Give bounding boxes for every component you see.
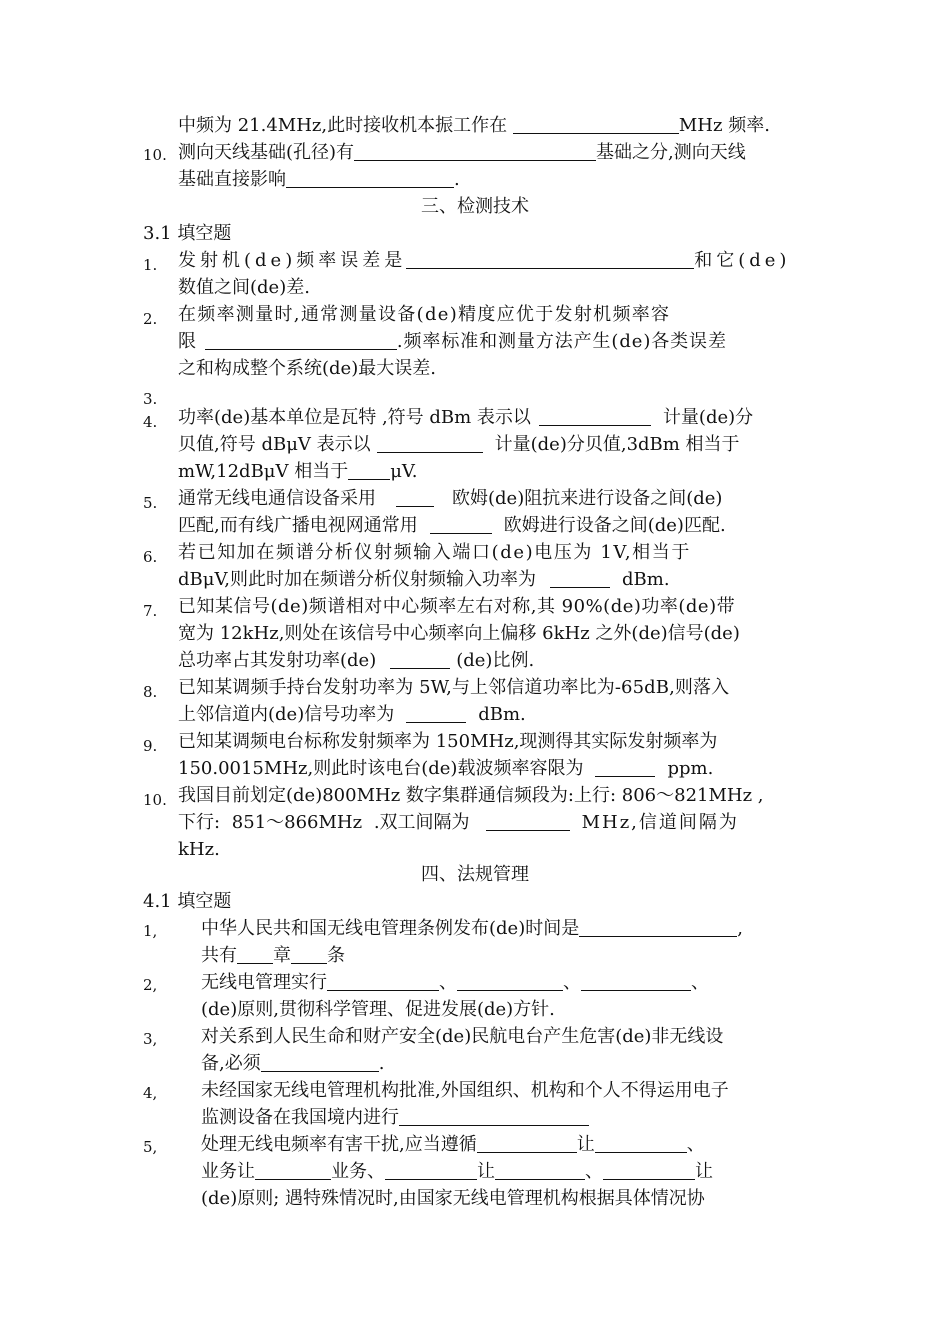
fill-blank[interactable] bbox=[477, 1132, 577, 1153]
fill-blank[interactable] bbox=[255, 1159, 331, 1180]
line bbox=[178, 405, 808, 432]
line bbox=[201, 1105, 808, 1132]
line bbox=[178, 113, 808, 140]
fill-blank[interactable] bbox=[495, 1159, 585, 1180]
line bbox=[201, 1159, 808, 1186]
text: , bbox=[737, 918, 743, 939]
line: 已知某调频手持台发射功率为 5W,与上邻信道功率比为-65dB,则落入 bbox=[178, 677, 730, 698]
line bbox=[178, 702, 808, 729]
fill-blank[interactable] bbox=[539, 405, 651, 426]
text: 让 bbox=[695, 1161, 713, 1182]
line: 在频率测量时,通常测量设备(de)精度应优于发射机频率容 bbox=[178, 304, 671, 325]
fill-blank[interactable] bbox=[406, 248, 694, 269]
fill-blank[interactable] bbox=[286, 167, 454, 188]
question-number: 1, bbox=[143, 922, 158, 940]
text: 限 bbox=[178, 331, 197, 352]
text: 上邻信道内(de)信号功率为 bbox=[178, 704, 395, 725]
question-number: 5, bbox=[143, 1138, 158, 1156]
fill-blank[interactable] bbox=[354, 140, 596, 161]
fill-blank[interactable] bbox=[486, 810, 570, 831]
question-number: 10. bbox=[143, 791, 167, 809]
fill-blank[interactable] bbox=[377, 432, 483, 453]
line bbox=[178, 756, 808, 783]
line bbox=[178, 567, 808, 594]
fill-blank[interactable] bbox=[261, 1051, 379, 1072]
fill-blank[interactable] bbox=[385, 1159, 477, 1180]
text: MHz 频率. bbox=[678, 115, 770, 136]
question-number: 4, bbox=[143, 1084, 158, 1102]
fill-blank[interactable] bbox=[399, 1105, 589, 1126]
subsection-title: 4.1 填空题 bbox=[143, 891, 232, 912]
fill-blank[interactable] bbox=[406, 702, 466, 723]
text: 让 bbox=[477, 1161, 495, 1182]
text: 贝值,符号 dBμV 表示以 bbox=[178, 434, 371, 455]
text: 计量(de)分贝值,3dBm 相当于 bbox=[494, 434, 740, 455]
line bbox=[178, 459, 808, 486]
fill-blank[interactable] bbox=[457, 970, 563, 991]
fill-blank[interactable] bbox=[237, 943, 273, 964]
line bbox=[178, 513, 808, 540]
question-number: 3. bbox=[143, 390, 158, 408]
line: (de)原则,贯彻科学管理、促进发展(de)方针. bbox=[201, 999, 555, 1020]
text: 基础直接影响 bbox=[178, 169, 286, 190]
text: 业务让 bbox=[201, 1161, 255, 1182]
fill-blank[interactable] bbox=[513, 113, 679, 134]
text: (de)比例. bbox=[456, 650, 535, 671]
line bbox=[178, 140, 808, 167]
text: 匹配,而有线广播电视网通常用 bbox=[178, 515, 418, 536]
question-number: 4. bbox=[143, 413, 158, 431]
text: 章 bbox=[273, 945, 291, 966]
text: MHz,信道间隔为 bbox=[581, 812, 739, 833]
text: 欧姆进行设备之间(de)匹配. bbox=[503, 515, 726, 536]
line bbox=[201, 970, 808, 997]
line bbox=[201, 1132, 808, 1159]
line bbox=[178, 167, 808, 194]
question-number: 8. bbox=[143, 683, 158, 701]
line: kHz. bbox=[178, 839, 220, 860]
text: .频率标准和测量方法产生(de)各类误差 bbox=[396, 331, 727, 352]
fill-blank[interactable] bbox=[205, 329, 397, 350]
fill-blank[interactable] bbox=[430, 513, 492, 534]
text: . bbox=[378, 1053, 385, 1074]
question-number: 2. bbox=[143, 310, 158, 328]
line bbox=[178, 248, 808, 275]
text: dBμV,则此时加在频谱分析仪射频输入功率为 bbox=[178, 569, 537, 590]
text: 监测设备在我国境内进行 bbox=[201, 1107, 399, 1128]
section-heading-4: 四、法规管理 bbox=[421, 864, 529, 885]
text: 总功率占其发射功率(de) bbox=[178, 650, 377, 671]
fill-blank[interactable] bbox=[603, 1159, 695, 1180]
line bbox=[178, 486, 808, 513]
text: μV. bbox=[390, 461, 418, 482]
text: 让 bbox=[576, 1134, 595, 1155]
line: 数值之间(de)差. bbox=[178, 277, 310, 298]
fill-blank[interactable] bbox=[291, 943, 327, 964]
line bbox=[178, 329, 808, 356]
question-number: 7. bbox=[143, 602, 158, 620]
line: (de)原则; 遇特殊情况时,由国家无线电管理机构根据具体情况协 bbox=[201, 1188, 705, 1209]
text: 、 bbox=[585, 1161, 603, 1182]
line bbox=[178, 810, 808, 837]
question-number: 2, bbox=[143, 976, 158, 994]
text: 基础之分,测向天线 bbox=[596, 142, 746, 163]
text: . bbox=[454, 169, 460, 190]
line bbox=[201, 1051, 808, 1078]
question-number: 5. bbox=[143, 494, 158, 512]
text: dBm. bbox=[622, 569, 670, 590]
fill-blank[interactable] bbox=[581, 970, 691, 991]
question-number: 1. bbox=[143, 256, 158, 274]
text: 150.0015MHz,则此时该电台(de)载波频率容限为 bbox=[178, 758, 584, 779]
text: 发射机(de)频率误差是 bbox=[178, 250, 407, 271]
section-heading-3: 三、检测技术 bbox=[421, 196, 529, 217]
text: 和它(de) bbox=[694, 250, 791, 271]
fill-blank[interactable] bbox=[327, 970, 439, 991]
line: 我国目前划定(de)800MHz 数字集群通信频段为:上行: 806～821MHz , bbox=[178, 785, 764, 806]
text: ppm. bbox=[667, 758, 714, 779]
fill-blank[interactable] bbox=[595, 1132, 687, 1153]
line: 若已知加在频谱分析仪射频输入端口(de)电压为 1V,相当于 bbox=[178, 542, 691, 563]
text: 、 bbox=[439, 972, 457, 993]
text: 测向天线基础(孔径)有 bbox=[178, 142, 355, 163]
text: 备,必须 bbox=[201, 1053, 261, 1074]
text: 中华人民共和国无线电管理条例发布(de)时间是 bbox=[201, 918, 580, 939]
question-number: 10. bbox=[143, 146, 167, 164]
text: 无线电管理实行 bbox=[201, 972, 327, 993]
text: 中频为 21.4MHz,此时接收机本振工作在 bbox=[178, 115, 508, 136]
fill-blank[interactable] bbox=[396, 486, 434, 507]
subsection-title: 3.1 填空题 bbox=[143, 223, 232, 244]
text: dBm. bbox=[478, 704, 526, 725]
text: 、 bbox=[691, 972, 709, 993]
text: 下行: 851～866MHz .双工间隔为 bbox=[178, 812, 470, 833]
fill-blank[interactable] bbox=[390, 648, 450, 669]
text: 欧姆(de)阻抗来进行设备之间(de) bbox=[452, 488, 723, 509]
text: mW,12dBμV 相当于 bbox=[178, 461, 349, 482]
line: 未经国家无线电管理机构批准,外国组织、机构和个人不得运用电子 bbox=[201, 1080, 729, 1101]
text: 、 bbox=[686, 1134, 705, 1155]
line bbox=[178, 648, 808, 675]
line: 已知某信号(de)频谱相对中心频率左右对称,其 90%(de)功率(de)带 bbox=[178, 596, 736, 617]
text: 计量(de)分 bbox=[662, 407, 754, 428]
text: 、 bbox=[563, 972, 581, 993]
text: 处理无线电频率有害干扰,应当遵循 bbox=[201, 1134, 477, 1155]
line: 对关系到人民生命和财产安全(de)民航电台产生危害(de)非无线设 bbox=[201, 1026, 724, 1047]
line: 已知某调频电台标称发射频率为 150MHz,现测得其实际发射频率为 bbox=[178, 731, 718, 752]
fill-blank[interactable] bbox=[579, 916, 737, 937]
question-number: 6. bbox=[143, 548, 158, 566]
fill-blank[interactable] bbox=[348, 459, 390, 480]
line bbox=[178, 432, 808, 459]
line: 宽为 12kHz,则处在该信号中心频率向上偏移 6kHz 之外(de)信号(de) bbox=[178, 623, 740, 644]
text: 共有 bbox=[201, 945, 237, 966]
text: 条 bbox=[327, 945, 345, 966]
fill-blank[interactable] bbox=[550, 567, 610, 588]
line bbox=[201, 943, 808, 970]
line: 之和构成整个系统(de)最大误差. bbox=[178, 358, 436, 379]
text: 通常无线电通信设备采用 bbox=[178, 488, 376, 509]
line bbox=[201, 916, 808, 943]
question-number: 3, bbox=[143, 1030, 158, 1048]
text: 功率(de)基本单位是瓦特 ,符号 dBm 表示以 bbox=[178, 407, 531, 428]
text: 业务、 bbox=[331, 1161, 385, 1182]
fill-blank[interactable] bbox=[595, 756, 655, 777]
question-number: 9. bbox=[143, 737, 158, 755]
